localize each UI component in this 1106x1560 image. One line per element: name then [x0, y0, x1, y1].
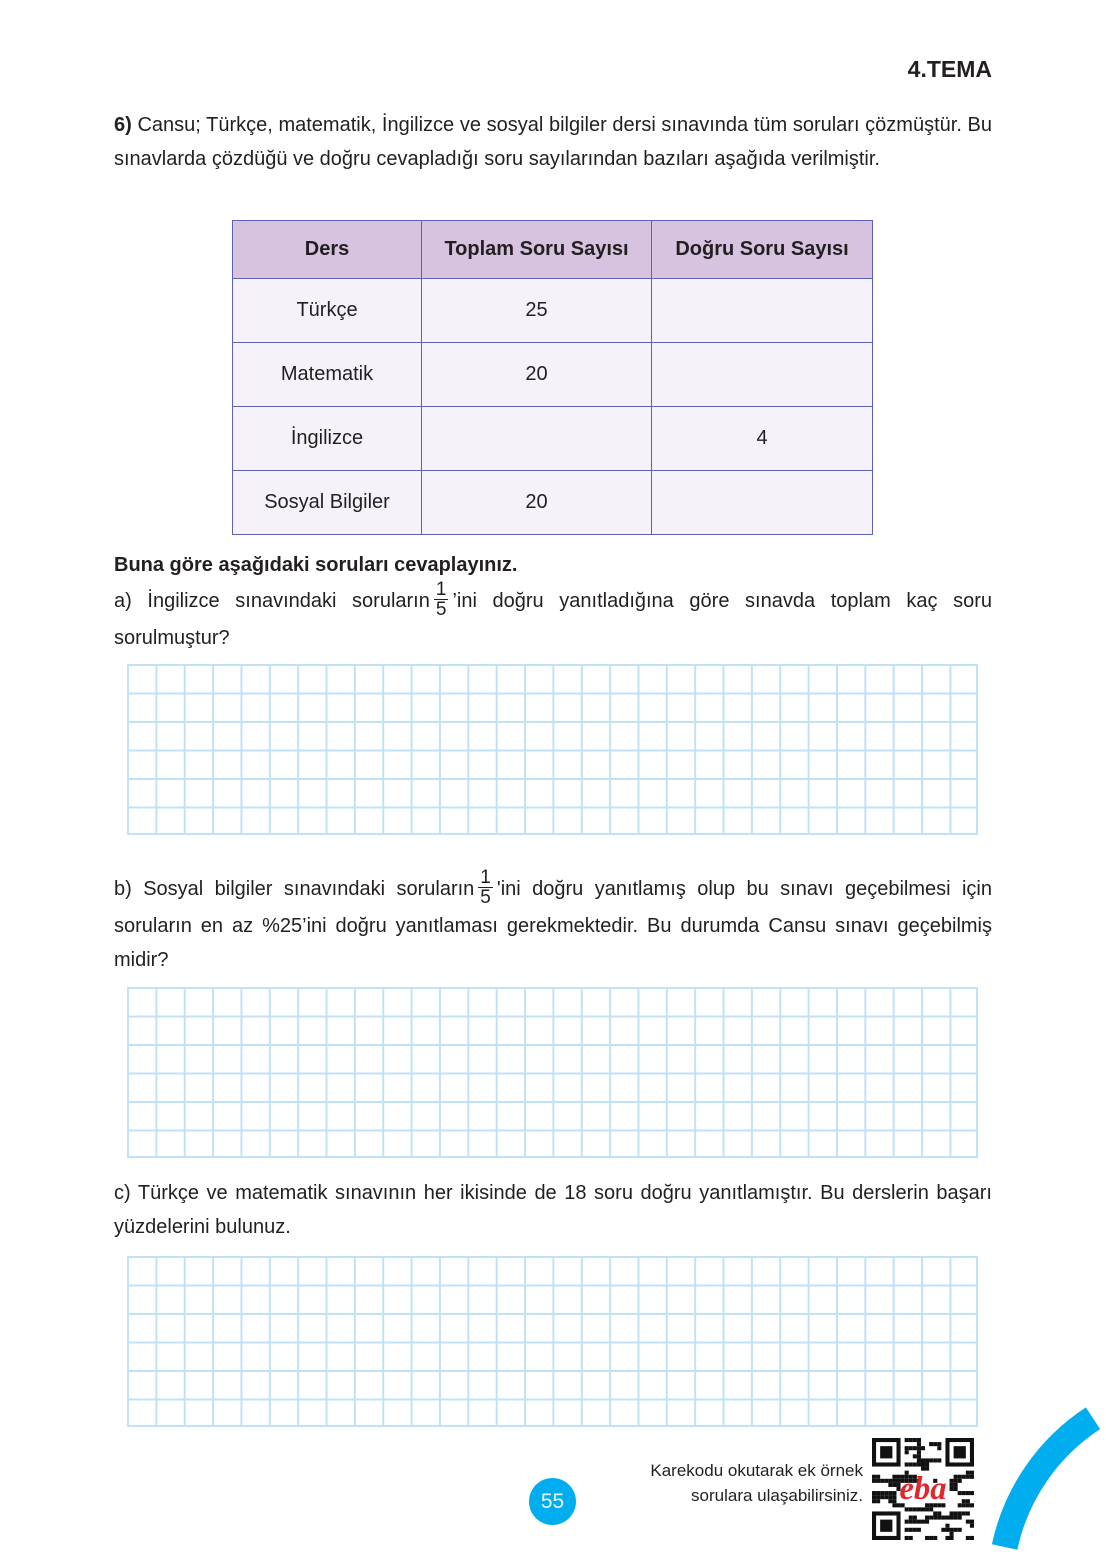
table-row: [233, 279, 873, 343]
part-a-text: ’ini doğru yanıtladığına göre sınavda toplam kaç soru sorulmuştur?: [114, 589, 992, 649]
fraction: [478, 868, 493, 907]
fraction: [434, 580, 449, 619]
qr-code-icon[interactable]: [872, 1438, 974, 1540]
part-b: [114, 867, 992, 977]
question-number: 6): [114, 114, 132, 136]
table-cell: 25: [422, 279, 652, 343]
eba-logo: eba: [899, 1471, 947, 1508]
table-cell: [652, 471, 873, 535]
answer-grid-c[interactable]: [127, 1256, 978, 1427]
qr-note-line: sorulara ulaşabilirsiniz.: [691, 1486, 863, 1505]
part-a: [114, 579, 992, 655]
decorative-arc: [960, 1380, 1106, 1560]
numerator: 1: [480, 867, 491, 888]
table-cell: [652, 279, 873, 343]
table-cell: 20: [422, 471, 652, 535]
table-cell: Türkçe: [233, 279, 422, 343]
part-a-text: a) İngilizce sınavındaki soruların: [114, 589, 430, 612]
part-b-text: b) Sosyal bilgiler sınavındaki soruların: [114, 877, 475, 900]
table-cell: Sosyal Bilgiler: [233, 471, 422, 535]
answer-grid-b[interactable]: [127, 987, 978, 1158]
table-cell: [652, 343, 873, 407]
qr-note: [650, 1458, 863, 1508]
table-row: [233, 471, 873, 535]
table-cell: 4: [652, 407, 873, 471]
table-cell: [422, 407, 652, 471]
denominator: 5: [480, 887, 491, 908]
page-number: 55: [529, 1478, 576, 1525]
part-b-text: 'ini doğru yanıtlamış olup bu sınavı geçebilmesi için soruların en az %25’ini doğru yanıtlaması gerekmektedir. Bu durumda Cansu sınavı geçebilmiş midir?: [114, 877, 992, 971]
qr-note-line: Karekodu okutarak ek örnek: [650, 1461, 863, 1480]
instruction: Buna göre aşağıdaki soruları cevaplayınız.: [114, 554, 518, 576]
header-cell: Ders: [233, 221, 422, 279]
denominator: 5: [435, 599, 447, 620]
table-header-row: [233, 221, 873, 279]
header-cell: Doğru Soru Sayısı: [652, 221, 873, 279]
part-c: c) Türkçe ve matematik sınavının her ikisinde de 18 soru doğru yanıtlamıştır. Bu derslerin başarı yüzdelerini bulunuz.: [114, 1182, 992, 1238]
table-cell: Matematik: [233, 343, 422, 407]
table-cell: 20: [422, 343, 652, 407]
question-text: Cansu; Türkçe, matematik, İngilizce ve sosyal bilgiler dersi sınavında tüm soruları çözmüştür. Bu sınavlarda çözdüğü ve doğru cevapladığı soru sayılarından bazıları aşağıda verilmiştir.: [114, 114, 992, 170]
answer-grid-a[interactable]: [127, 664, 978, 835]
table-cell: İngilizce: [233, 407, 422, 471]
theme-label: 4.TEMA: [907, 56, 992, 82]
table-row: [233, 343, 873, 407]
numerator: 1: [435, 579, 447, 600]
question-intro: [114, 108, 992, 176]
data-table: [232, 220, 873, 535]
table-row: [233, 407, 873, 471]
header-cell: Toplam Soru Sayısı: [422, 221, 652, 279]
